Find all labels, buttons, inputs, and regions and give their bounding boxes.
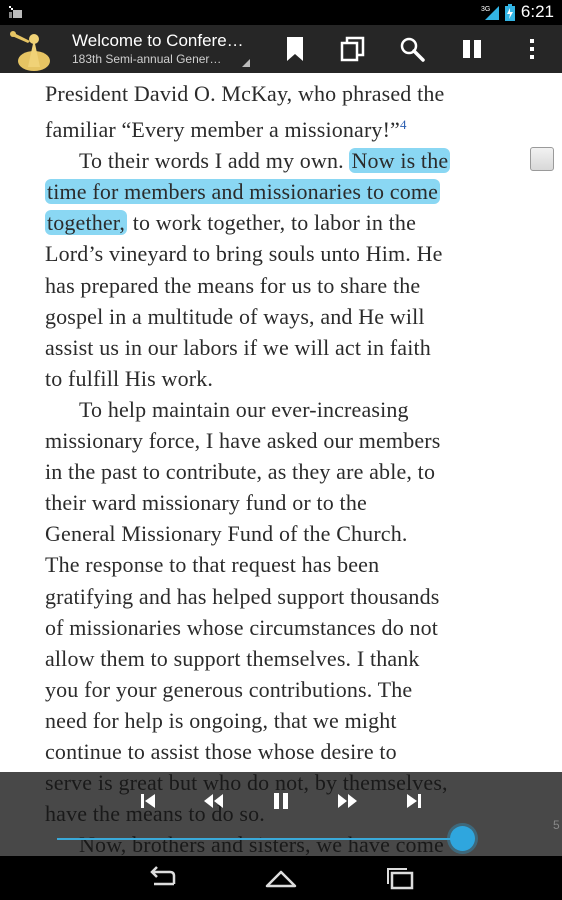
skip-previous-icon[interactable] bbox=[133, 790, 163, 812]
text-line: assist us in our labors if we will act in faith bbox=[45, 334, 431, 360]
seek-bar-track[interactable] bbox=[57, 838, 462, 840]
action-bar bbox=[0, 25, 562, 73]
footnote-link[interactable]: 4 bbox=[399, 117, 407, 133]
highlighted-text[interactable]: Now is the bbox=[351, 148, 449, 174]
battery-icon bbox=[505, 4, 515, 21]
highlighted-text[interactable]: together, bbox=[47, 210, 126, 236]
search-icon[interactable] bbox=[398, 35, 426, 63]
text-line: in the past to contribute, as they are able, to bbox=[45, 459, 436, 485]
signal-icon bbox=[481, 4, 499, 20]
page-subtitle: 183th Semi-annual Gener… bbox=[72, 52, 222, 66]
home-icon[interactable] bbox=[263, 864, 299, 892]
text-line: General Missionary Fund of the Church. bbox=[45, 521, 408, 547]
page-title: Welcome to Confere… bbox=[72, 31, 244, 50]
navigation-bar bbox=[0, 856, 562, 900]
text-line: The response to that request has been bbox=[45, 552, 380, 578]
back-icon[interactable] bbox=[144, 864, 180, 892]
highlighted-text[interactable]: time for members and missionaries to come bbox=[47, 179, 439, 205]
text-line: gratifying and has helped support thousands bbox=[45, 583, 440, 609]
fast-forward-icon[interactable] bbox=[332, 790, 362, 812]
text-line: gospel in a multitude of ways, and He will bbox=[45, 303, 425, 329]
text-line: has prepared the means for us to share the bbox=[45, 272, 421, 298]
text-line: familiar “Every member a missionary!” bbox=[45, 117, 400, 143]
pause-icon[interactable] bbox=[266, 790, 296, 812]
recent-apps-icon[interactable] bbox=[382, 864, 418, 892]
text-line: you for your generous contributions. The bbox=[45, 676, 413, 702]
reading-content[interactable] bbox=[45, 78, 525, 860]
text-line: of missionaries whose circumstances do not bbox=[45, 614, 439, 640]
rewind-icon[interactable] bbox=[199, 790, 229, 812]
seek-bar-thumb[interactable] bbox=[450, 826, 475, 851]
text-line: missionary force, I have asked our members bbox=[45, 428, 441, 454]
note-marker-button[interactable] bbox=[530, 147, 554, 171]
audio-player bbox=[0, 772, 562, 856]
skip-next-icon[interactable] bbox=[399, 790, 429, 812]
status-bar bbox=[0, 0, 562, 25]
overflow-menu-icon[interactable] bbox=[518, 35, 546, 63]
text-line: allow them to support themselves. I thank bbox=[45, 645, 420, 671]
signal-label: 3G bbox=[480, 6, 491, 13]
title-spinner[interactable] bbox=[72, 31, 252, 67]
copy-icon[interactable] bbox=[339, 35, 367, 63]
text-line: need for help is ongoing, that we might bbox=[45, 707, 397, 733]
app-logo-icon[interactable] bbox=[8, 27, 56, 71]
text-segment: To their words I add my own. bbox=[79, 148, 350, 174]
bookmark-icon[interactable] bbox=[281, 35, 309, 63]
text-line: their ward missionary fund or to the bbox=[45, 490, 367, 516]
page-number: 5 bbox=[553, 818, 560, 832]
text-line: President David O. McKay, who phrased the bbox=[45, 81, 445, 106]
text-segment: to work together, to labor in the bbox=[127, 210, 416, 236]
clock: 6:21 bbox=[520, 2, 554, 21]
notification-icon bbox=[8, 4, 24, 20]
columns-icon[interactable] bbox=[458, 35, 486, 63]
text-line: continue to assist those whose desire to bbox=[45, 738, 397, 764]
text-line: To help maintain our ever-increasing bbox=[79, 396, 409, 422]
text-line: to fulfill His work. bbox=[45, 365, 213, 391]
text-line: Lord’s vineyard to bring souls unto Him. He bbox=[45, 241, 443, 267]
spinner-caret-icon bbox=[242, 59, 250, 67]
